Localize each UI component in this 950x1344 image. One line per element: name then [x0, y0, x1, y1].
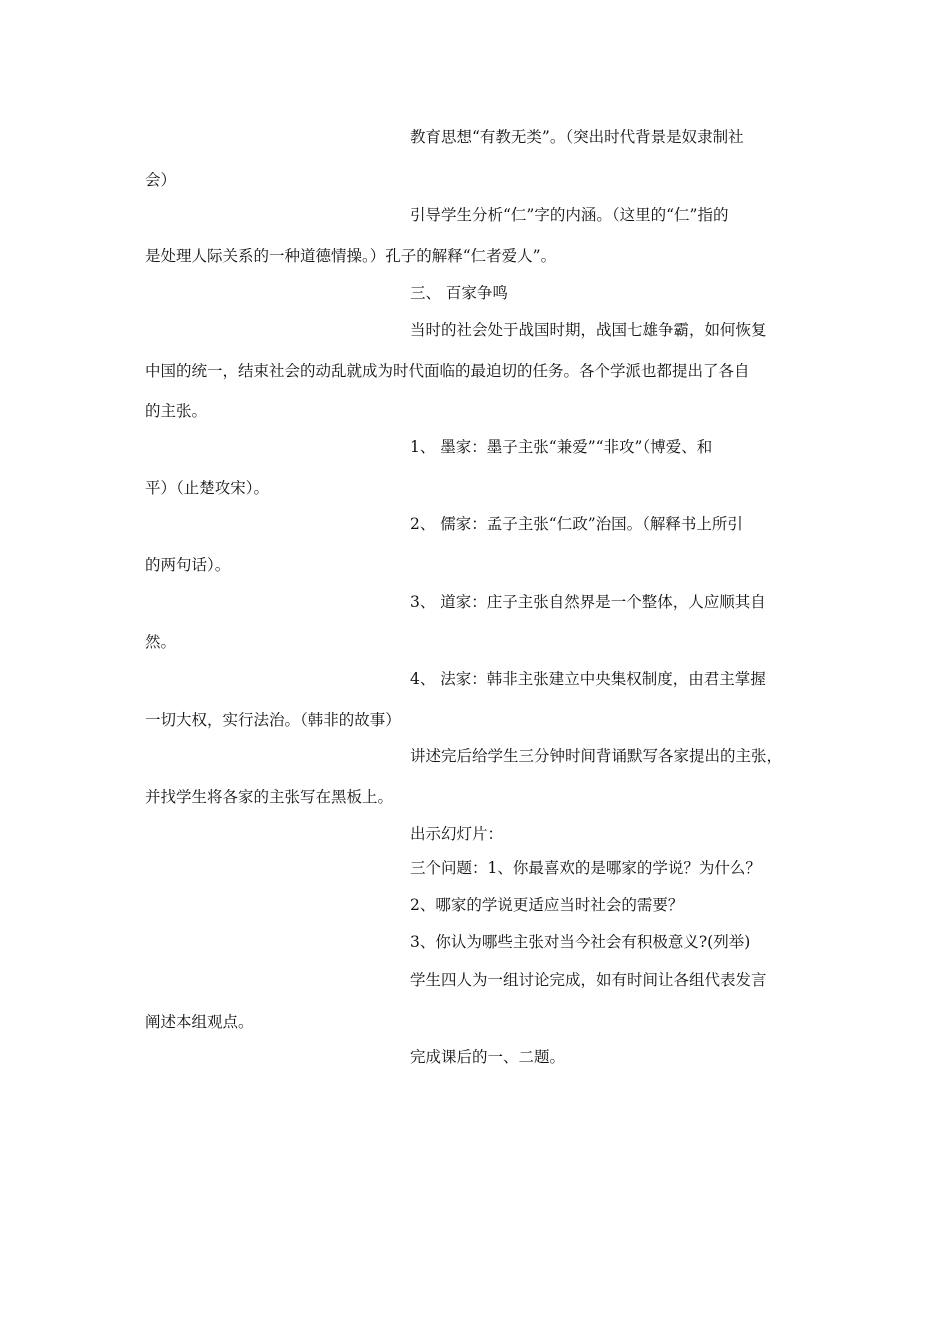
- text-line: 然。: [145, 633, 177, 651]
- question-line: 三个问题：1、你最喜欢的是哪家的学说？为什么？: [410, 859, 761, 877]
- text-line: 完成课后的一、二题。: [410, 1048, 566, 1066]
- question-line: 2、哪家的学说更适应当时社会的需要？: [410, 896, 684, 914]
- text-line: 讲述完后给学生三分钟时间背诵默写各家提出的主张，: [410, 747, 783, 765]
- text-line: 会）: [145, 171, 177, 189]
- text-line: 学生四人为一组讨论完成，如有时间让各组代表发言: [410, 971, 767, 989]
- text-line: 出示幻灯片：: [410, 825, 504, 843]
- text-line: 平）（止楚攻宋）。: [145, 479, 270, 497]
- text-line: 并找学生将各家的主张写在黑板上。: [145, 788, 394, 806]
- text-line: 一切大权，实行法治。（韩非的故事）: [145, 711, 401, 729]
- text-line: 引导学生分析“仁”字的内涵。（这里的“仁”指的: [410, 206, 729, 224]
- text-line: 中国的统一，结束社会的动乱就成为时代面临的最迫切的任务。各个学派也都提出了各自: [145, 362, 750, 380]
- text-line: 是处理人际关系的一种道德情操。）孔子的解释“仁者爱人”。: [145, 247, 557, 265]
- list-item-taoism: 3、 道家：庄子主张自然界是一个整体，人应顺其自: [410, 593, 766, 611]
- text-line: 的主张。: [145, 402, 208, 420]
- question-line: 3、你认为哪些主张对当今社会有积极意义?(列举): [410, 933, 751, 951]
- list-item-confucianism: 2、 儒家：孟子主张“仁政”治国。（解释书上所引: [410, 515, 743, 533]
- text-line: 阐述本组观点。: [145, 1013, 254, 1031]
- section-heading: 三、 百家争鸣: [410, 284, 508, 302]
- text-line: 当时的社会处于战国时期，战国七雄争霸，如何恢复: [410, 321, 767, 339]
- text-line: 的两句话）。: [145, 556, 231, 574]
- text-line: 教育思想“有教无类”。（突出时代背景是奴隶制社: [410, 128, 744, 146]
- list-item-mohism: 1、 墨家：墨子主张“兼爱”“非攻”（博爱、和: [410, 438, 713, 456]
- list-item-legalism: 4、 法家：韩非主张建立中央集权制度，由君主掌握: [410, 670, 766, 688]
